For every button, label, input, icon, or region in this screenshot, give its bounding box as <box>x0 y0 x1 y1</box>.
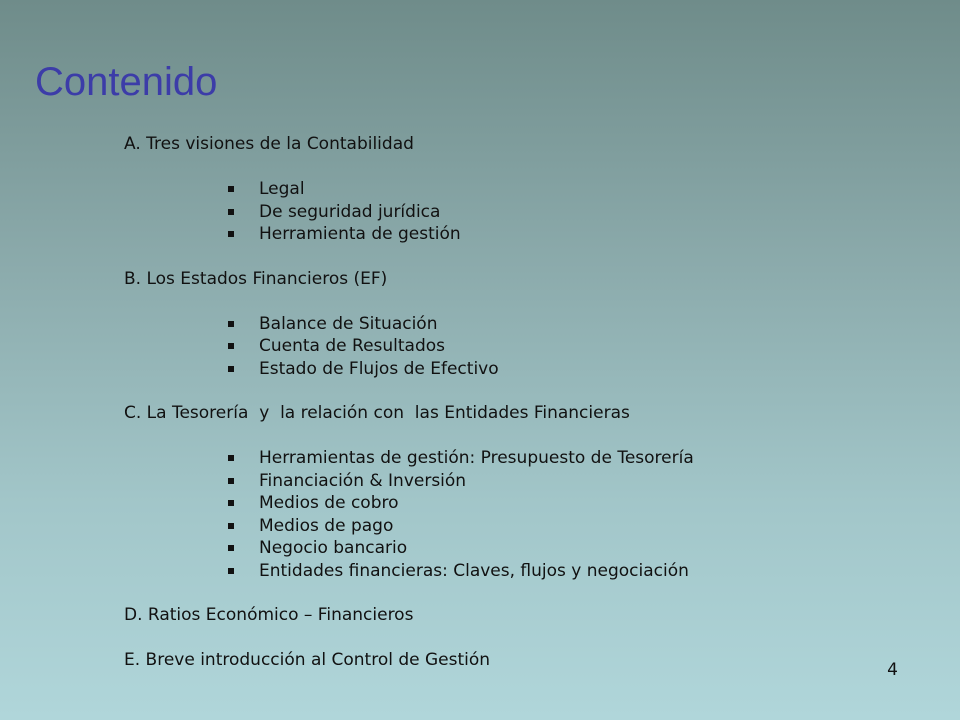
square-bullet-icon <box>228 455 234 461</box>
bullet-text: Negocio bancario <box>259 538 408 558</box>
section-heading: A. Tres visiones de la Contabilidad <box>124 134 414 154</box>
bullet-text: Cuenta de Resultados <box>259 336 446 356</box>
bullet-item <box>124 178 884 201</box>
bullet-text: Herramientas de gestión: Presupuesto de Tesorería <box>259 448 694 468</box>
bullet-list <box>124 313 884 381</box>
bullet-item <box>124 201 884 224</box>
bullet-item <box>124 515 884 538</box>
square-bullet-icon <box>228 500 234 506</box>
page-number: 4 <box>887 660 898 680</box>
section-c <box>124 402 884 582</box>
bullet-text: Financiación & Inversión <box>259 470 467 491</box>
bullet-item <box>124 560 884 583</box>
bullet-text: Legal <box>259 179 305 199</box>
bullet-item <box>124 223 884 246</box>
square-bullet-icon <box>228 209 234 215</box>
bullet-item <box>124 537 884 560</box>
bullet-text: Balance de Situación <box>259 313 438 334</box>
section-d <box>124 604 884 627</box>
square-bullet-icon <box>228 186 234 192</box>
bullet-text: Entidades financieras: Claves, flujos y negociación <box>259 560 689 581</box>
square-bullet-icon <box>228 568 234 574</box>
section-a <box>124 133 884 246</box>
section-b <box>124 268 884 381</box>
square-bullet-icon <box>228 523 234 529</box>
bullet-list <box>124 178 884 246</box>
bullet-text: De seguridad jurídica <box>259 201 441 222</box>
section-heading: C. La Tesorería y la relación con las Entidades Financieras <box>124 403 630 423</box>
bullet-item <box>124 447 884 470</box>
bullet-text: Medios de cobro <box>259 493 399 513</box>
square-bullet-icon <box>228 343 234 349</box>
bullet-item <box>124 358 884 381</box>
bullet-item <box>124 313 884 336</box>
bullet-item <box>124 335 884 358</box>
bullet-text: Estado de Flujos de Efectivo <box>259 358 499 379</box>
square-bullet-icon <box>228 366 234 372</box>
square-bullet-icon <box>228 231 234 237</box>
section-heading: E. Breve introducción al Control de Gestión <box>124 649 491 670</box>
section-heading: D. Ratios Económico – Financieros <box>124 605 414 625</box>
square-bullet-icon <box>228 478 234 484</box>
bullet-item <box>124 492 884 515</box>
section-e <box>124 649 884 672</box>
slide-title: Contenido <box>35 60 218 104</box>
section-heading: B. Los Estados Financieros (EF) <box>124 268 388 289</box>
bullet-text: Medios de pago <box>259 515 394 536</box>
square-bullet-icon <box>228 545 234 551</box>
square-bullet-icon <box>228 321 234 327</box>
bullet-list <box>124 447 884 582</box>
bullet-item <box>124 470 884 493</box>
contents-list <box>124 133 884 693</box>
bullet-text: Herramienta de gestión <box>259 224 461 244</box>
